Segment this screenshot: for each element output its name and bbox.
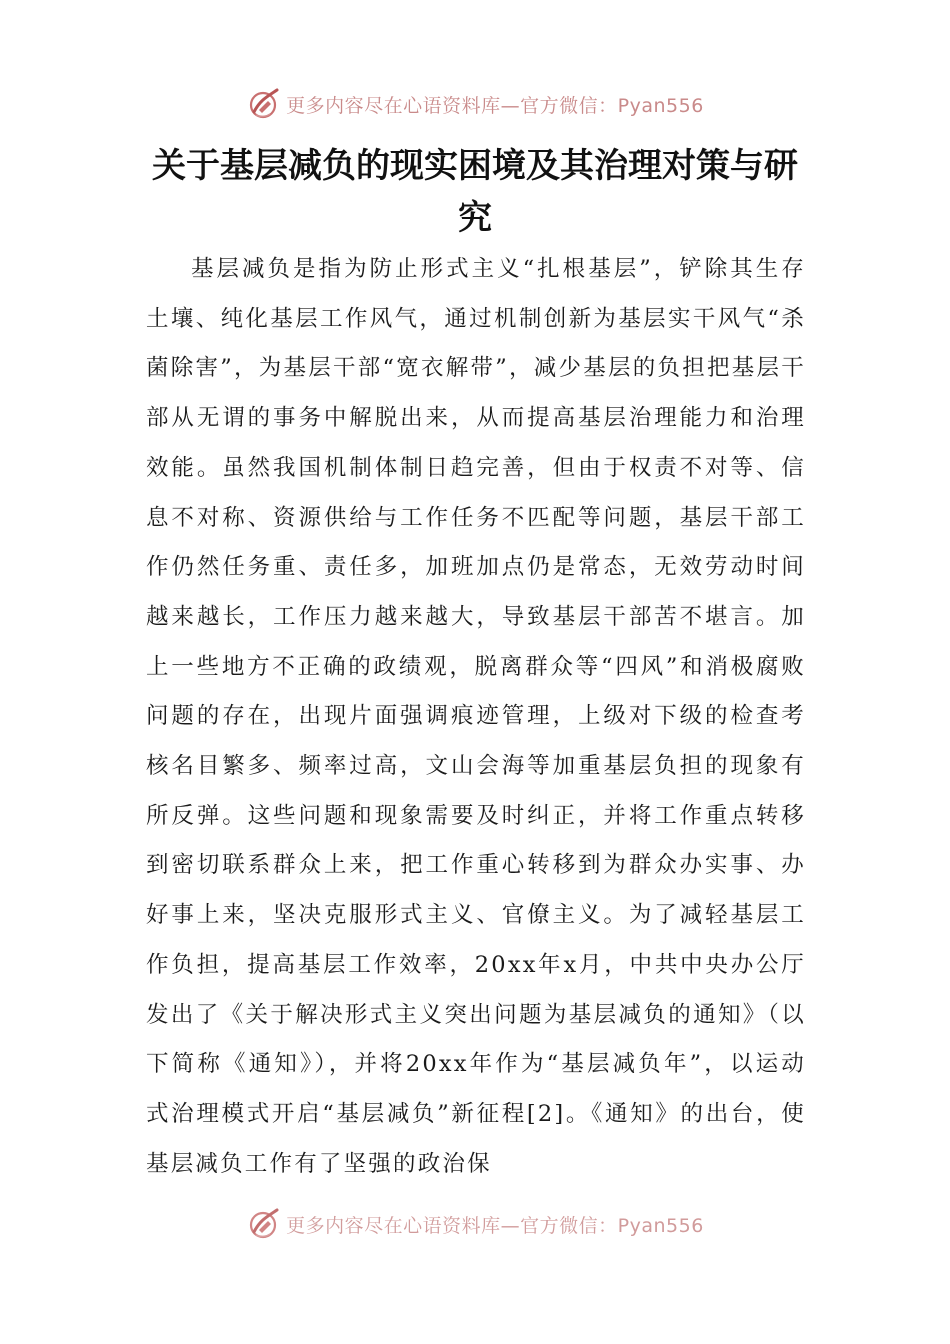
pen-swirl-logo-icon xyxy=(246,86,282,122)
pen-swirl-logo-icon xyxy=(246,1206,282,1242)
document-title: 关于基层减负的现实困境及其治理对策与研究 xyxy=(152,146,798,238)
footer-watermark xyxy=(0,1204,950,1244)
watermark-text: 更多内容尽在心语资料库—官方微信：Pyan556 xyxy=(286,94,704,117)
body-paragraph: 基层减负是指为防止形式主义“扎根基层”，铲除其生存土壤、纯化基层工作风气，通过机制创新为基层实干风气“杀菌除害”，为基层干部“宽衣解带”，减少基层的负担把基层干部从无谓的事务中解脱出来，从而提高基层治理能力和治理效能。虽然我国机制体制日趋完善，但由于权责不对等、信息不对称、资源供给与工作任务不匹配等问题，基层干部工作仍然任务重、责任多，加班加点仍是常态，无效劳动时间越来越长，工作压力越来越大，导致基层干部苦不堪言。加上一些地方不正确的政绩观，脱离群众等“四风”和消极腐败问题的存在，出现片面强调痕迹管理，上级对下级的检查考核名目繁多、频率过高，文山会海等加重基层负担的现象有所反弹。这些问题和现象需要及时纠正，并将工作重点转移到密切联系群众上来，把工作重心转移到为群众办实事、办好事上来，坚决克服形式主义、官僚主义。为了减轻基层工作负担，提高基层工作效率，20xx年x月，中共中央办公厅发出了《关于解决形式主义突出问题为基层减负的通知》（以下简称《通知》），并将20xx年作为“基层减负年”，以运动式治理模式开启“基层减负”新征程[2]。《通知》的出台，使基层减负工作有了坚强的政治保 xyxy=(146,256,806,1177)
header-watermark xyxy=(0,84,950,124)
watermark-text: 更多内容尽在心语资料库—官方微信：Pyan556 xyxy=(286,1214,704,1237)
